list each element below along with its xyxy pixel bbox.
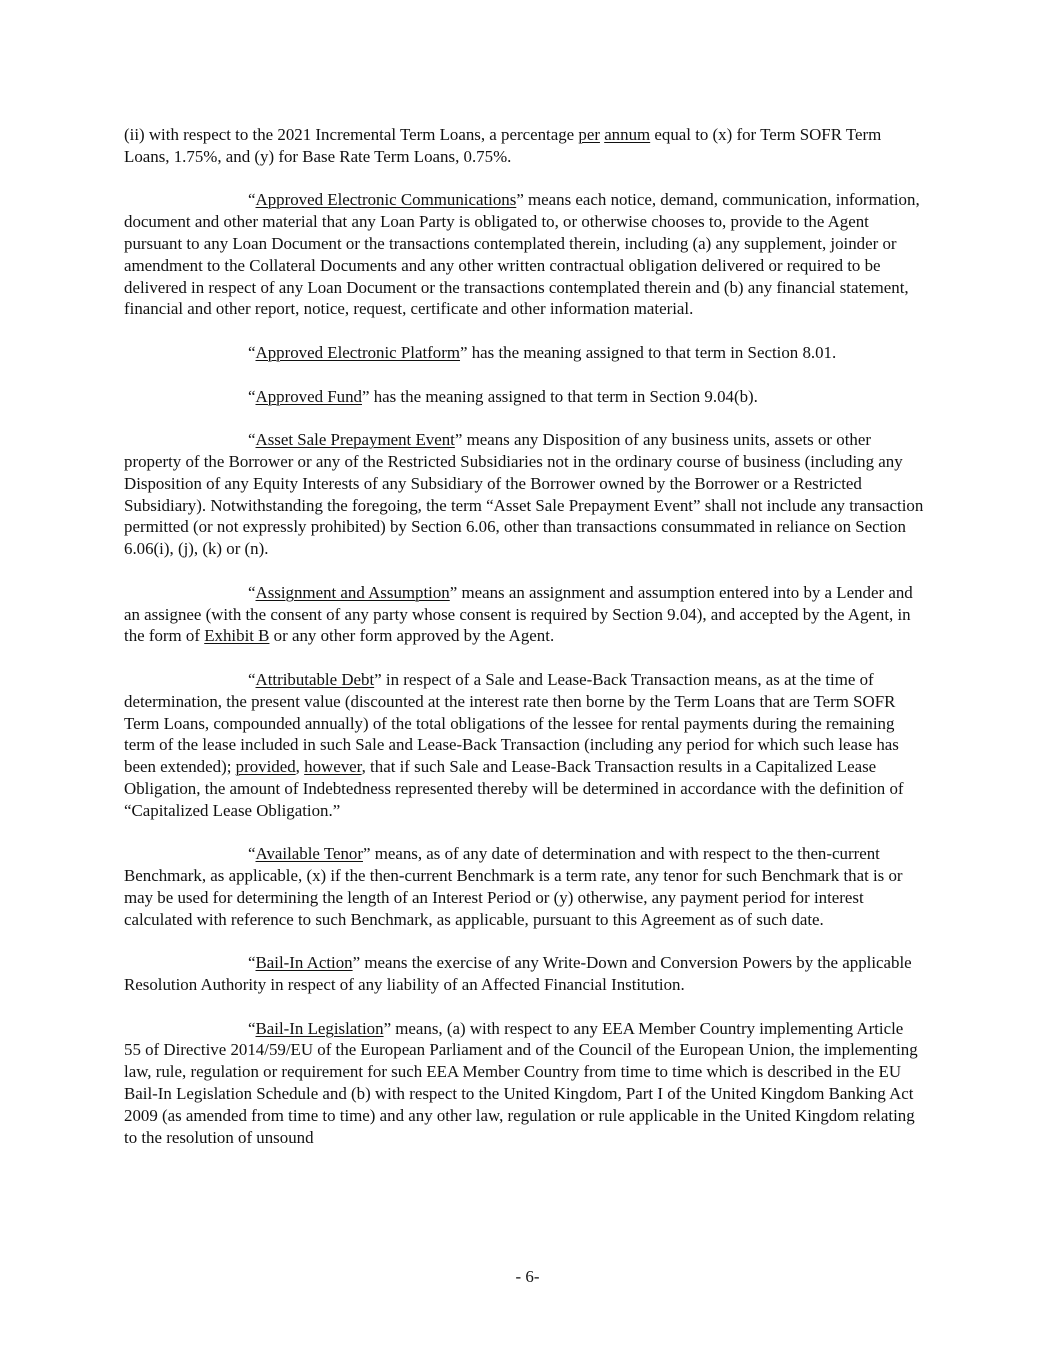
defined-term: Assignment and Assumption <box>255 582 450 602</box>
definition-text: ” in respect of a Sale and Lease-Back Transaction means, as at the time of determination, the present value (discounted at the interest rate then borne by the Term Loans that are Term SOFR Term Loans, compounded annually) of the total obligations of the lessee for rental payments during the remaining term of the lease included in such Sale and Lease-Back Transaction (including any period for which such lease has been extended); <box>124 669 899 777</box>
definition-bail-in-action <box>124 952 924 996</box>
open-quote: “ <box>248 190 256 210</box>
open-quote: “ <box>248 669 256 689</box>
text: , <box>295 757 305 777</box>
defined-term: Approved Electronic Platform <box>255 342 461 362</box>
page-number: - 6- <box>515 1267 540 1286</box>
definition-text: ” means the exercise of any Write-Down and Conversion Powers by the applicable Resolution Authority in respect of any liability of an Affected Financial Institution. <box>124 953 912 995</box>
definition-text: ” has the meaning assigned to that term in Section 8.01. <box>460 342 837 362</box>
defined-term: Bail-In Legislation <box>255 1018 384 1038</box>
defined-term: Asset Sale Prepayment Event <box>255 430 455 450</box>
open-quote: “ <box>248 1018 256 1038</box>
definition-text: ” means an assignment and assumption entered into by a Lender and an assignee (with the consent of any party whose consent is required by Section 9.04), and accepted by the Agent, in the form of <box>124 582 913 646</box>
open-quote: “ <box>248 953 256 973</box>
open-quote: “ <box>248 342 256 362</box>
definition-text: ” has the meaning assigned to that term in Section 9.04(b). <box>362 386 758 406</box>
defined-term: Approved Electronic Communications <box>255 190 517 210</box>
definition-approved-electronic-communications <box>124 189 924 320</box>
definition-assignment-and-assumption <box>124 582 924 647</box>
open-quote: “ <box>248 430 256 450</box>
definition-text: ” means, as of any date of determination and with respect to the then-current Benchmark, as applicable, (x) if the then-current Benchmark is a term rate, any tenor for such Benchmark that is or may be used for determining the length of an Interest Period or (y) otherwise, any payment period for interest calculated with reference to such Benchmark, as applicable, pursuant to this Agreement as of such date. <box>124 844 903 929</box>
open-quote: “ <box>248 844 256 864</box>
definition-bail-in-legislation <box>124 1018 924 1149</box>
definition-approved-electronic-platform <box>124 342 924 364</box>
defined-term: Attributable Debt <box>255 669 375 689</box>
definition-text: ” means any Disposition of any business units, assets or other property of the Borrower or any of the Restricted Subsidiaries not in the ordinary course of business (including any Disposition of any Equity Interests of any Subsidiary of the Borrower owned by the Borrower or a Restricted Subsidiary). Notwithstanding the foregoing, the term “Asset Sale Prepayment Event” shall not include any transaction permitted (or not expressly prohibited) by Section 6.06, other than transactions consummated in reliance on Section 6.06(i), (j), (k) or (n). <box>124 430 924 559</box>
term-however: however <box>304 757 362 777</box>
text: equal to (x) for Term SOFR Term Loans, 1.75%, and (y) for Base Rate Term Loans, 0.75%. <box>124 125 882 166</box>
paragraph-applicable-rate-continuation <box>124 124 924 168</box>
definition-text: ” means, (a) with respect to any EEA Member Country implementing Article 55 of Directive 2014/59/EU of the European Parliament and of the Council of the European Union, the implementing law, rule, regulation or requirement for such EEA Member Country from time to time which is described in the EU Bail-In Legislation Schedule and (b) with respect to the United Kingdom, Part I of the United Kingdom Banking Act 2009 (as amended from time to time) and any other law, regulation or rule applicable in the United Kingdom relating to the resolution of unsound <box>124 1018 918 1147</box>
defined-term: Available Tenor <box>255 844 363 864</box>
document-page <box>124 124 924 1170</box>
open-quote: “ <box>248 386 256 406</box>
definition-text: ” means each notice, demand, communication, information, document and other material that any Loan Party is obligated to, or otherwise chooses to, provide to the Agent pursuant to any Loan Document or the transactions contemplated therein, including (a) any supplement, joinder or amendment to the Collateral Documents and any other written contractual obligation delivered or required to be delivered in respect of any Loan Document or the transactions contemplated therein and (b) any financial statement, financial and other report, notice, request, certificate and other information material. <box>124 190 920 319</box>
term-per: per <box>578 125 600 144</box>
term-annum: annum <box>604 125 651 144</box>
term-provided: provided <box>235 757 296 777</box>
exhibit-reference: Exhibit B <box>204 626 270 646</box>
definition-attributable-debt <box>124 669 924 822</box>
definition-text: or any other form approved by the Agent. <box>269 626 555 646</box>
definition-text: , that if such Sale and Lease-Back Transaction results in a Capitalized Lease Obligation, the amount of Indebtedness represented thereby will be determined in accordance with the definition of “Capitalized Lease Obligation.” <box>124 757 904 820</box>
open-quote: “ <box>248 582 256 602</box>
definition-approved-fund <box>124 386 924 408</box>
defined-term: Approved Fund <box>255 386 362 406</box>
text: (ii) with respect to the 2021 Incremental Term Loans, a percentage <box>124 125 579 144</box>
defined-term: Bail-In Action <box>255 953 353 973</box>
definition-asset-sale-prepayment-event <box>124 429 924 560</box>
definition-available-tenor <box>124 843 924 930</box>
